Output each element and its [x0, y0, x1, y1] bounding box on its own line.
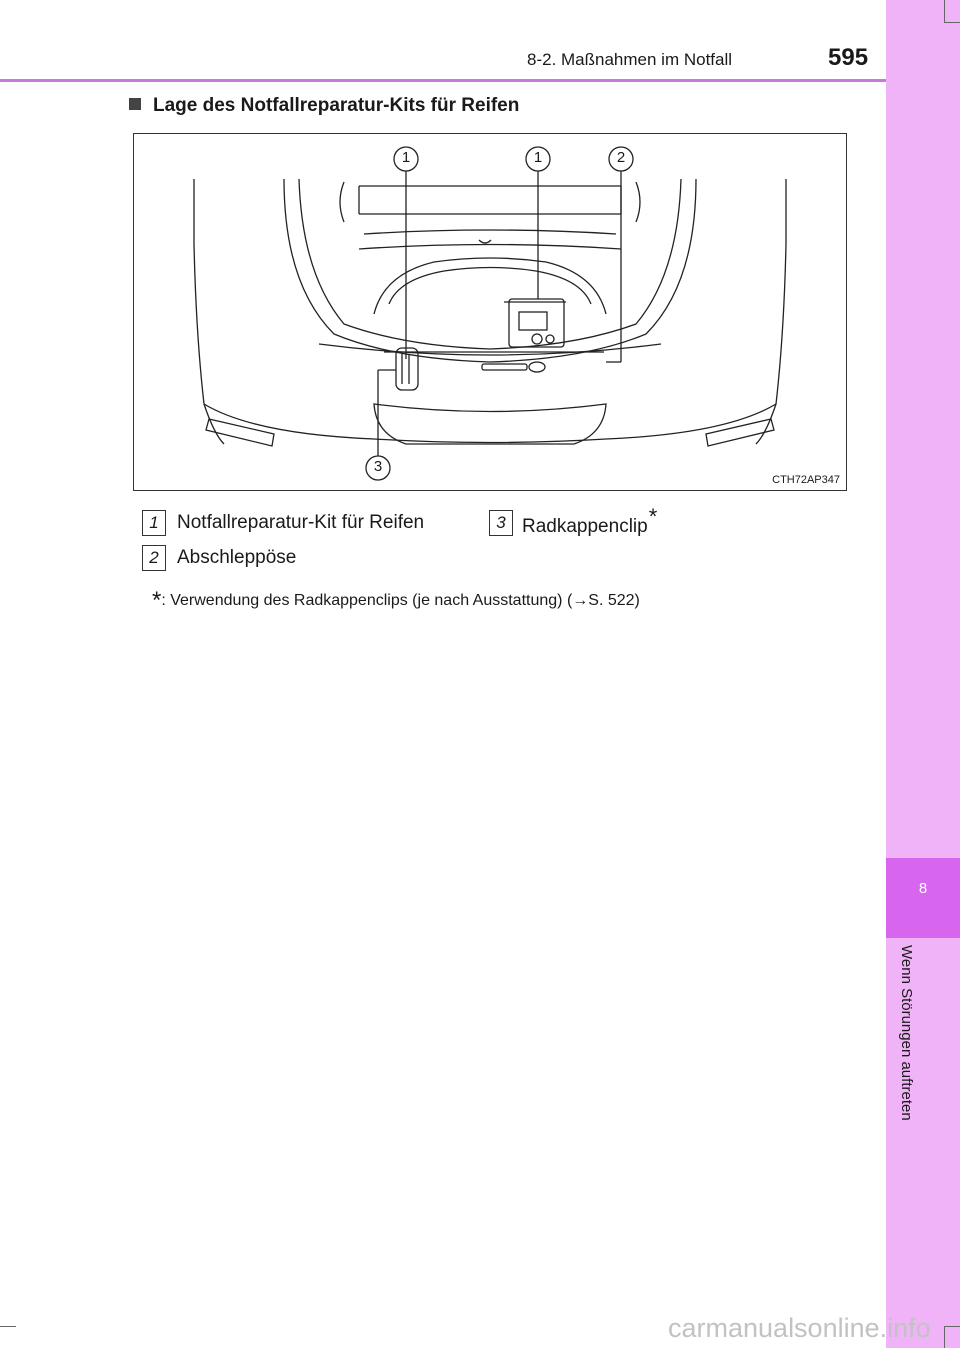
legend-item-repair-kit: Notfallreparatur-Kit für Reifen [177, 512, 425, 533]
legend-item-tow-eye: Abschleppöse [177, 547, 297, 568]
footnote-text: : Verwendung des Radkappenclips (je nach Ausstattung) (→S. 522) [161, 592, 640, 609]
legend-number-box: 3 [489, 510, 513, 536]
watermark: carmanualsonline.info [668, 1313, 931, 1343]
footnote [152, 584, 640, 612]
footnote-star: * [152, 587, 162, 614]
legend-number-box: 1 [142, 510, 166, 536]
legend-number-box: 2 [142, 545, 166, 571]
callout-label: 1 [401, 149, 411, 166]
chapter-title: Wenn Störungen auftreten [898, 945, 915, 1121]
callout-label: 1 [533, 149, 543, 166]
section-heading [129, 95, 519, 117]
crop-mark [0, 1326, 16, 1327]
legend-item-label: Radkappenclip [522, 516, 648, 537]
section-title: 8-2. Maßnahmen im Notfall [527, 50, 733, 69]
chapter-tab-active[interactable] [886, 858, 960, 938]
callout-label: 2 [616, 149, 626, 166]
page-number: 595 [828, 44, 869, 71]
heading-text: Lage des Notfallreparatur-Kits für Reifen [153, 95, 520, 116]
callout-label: 3 [373, 458, 383, 475]
chapter-side-tab [886, 0, 960, 1348]
crop-mark [944, 0, 945, 22]
chapter-number: 8 [918, 880, 928, 897]
heading-bullet-icon [129, 98, 141, 110]
crop-mark [944, 22, 960, 23]
legend-item-hubcap-clip [522, 504, 658, 538]
legend-star: * [648, 504, 658, 529]
figure-code: CTH72AP347 [772, 474, 840, 486]
trunk-drawing [134, 134, 846, 490]
trunk-illustration [133, 133, 847, 491]
crop-mark [944, 1326, 945, 1348]
header-rule [0, 79, 886, 82]
crop-mark [944, 1326, 960, 1327]
